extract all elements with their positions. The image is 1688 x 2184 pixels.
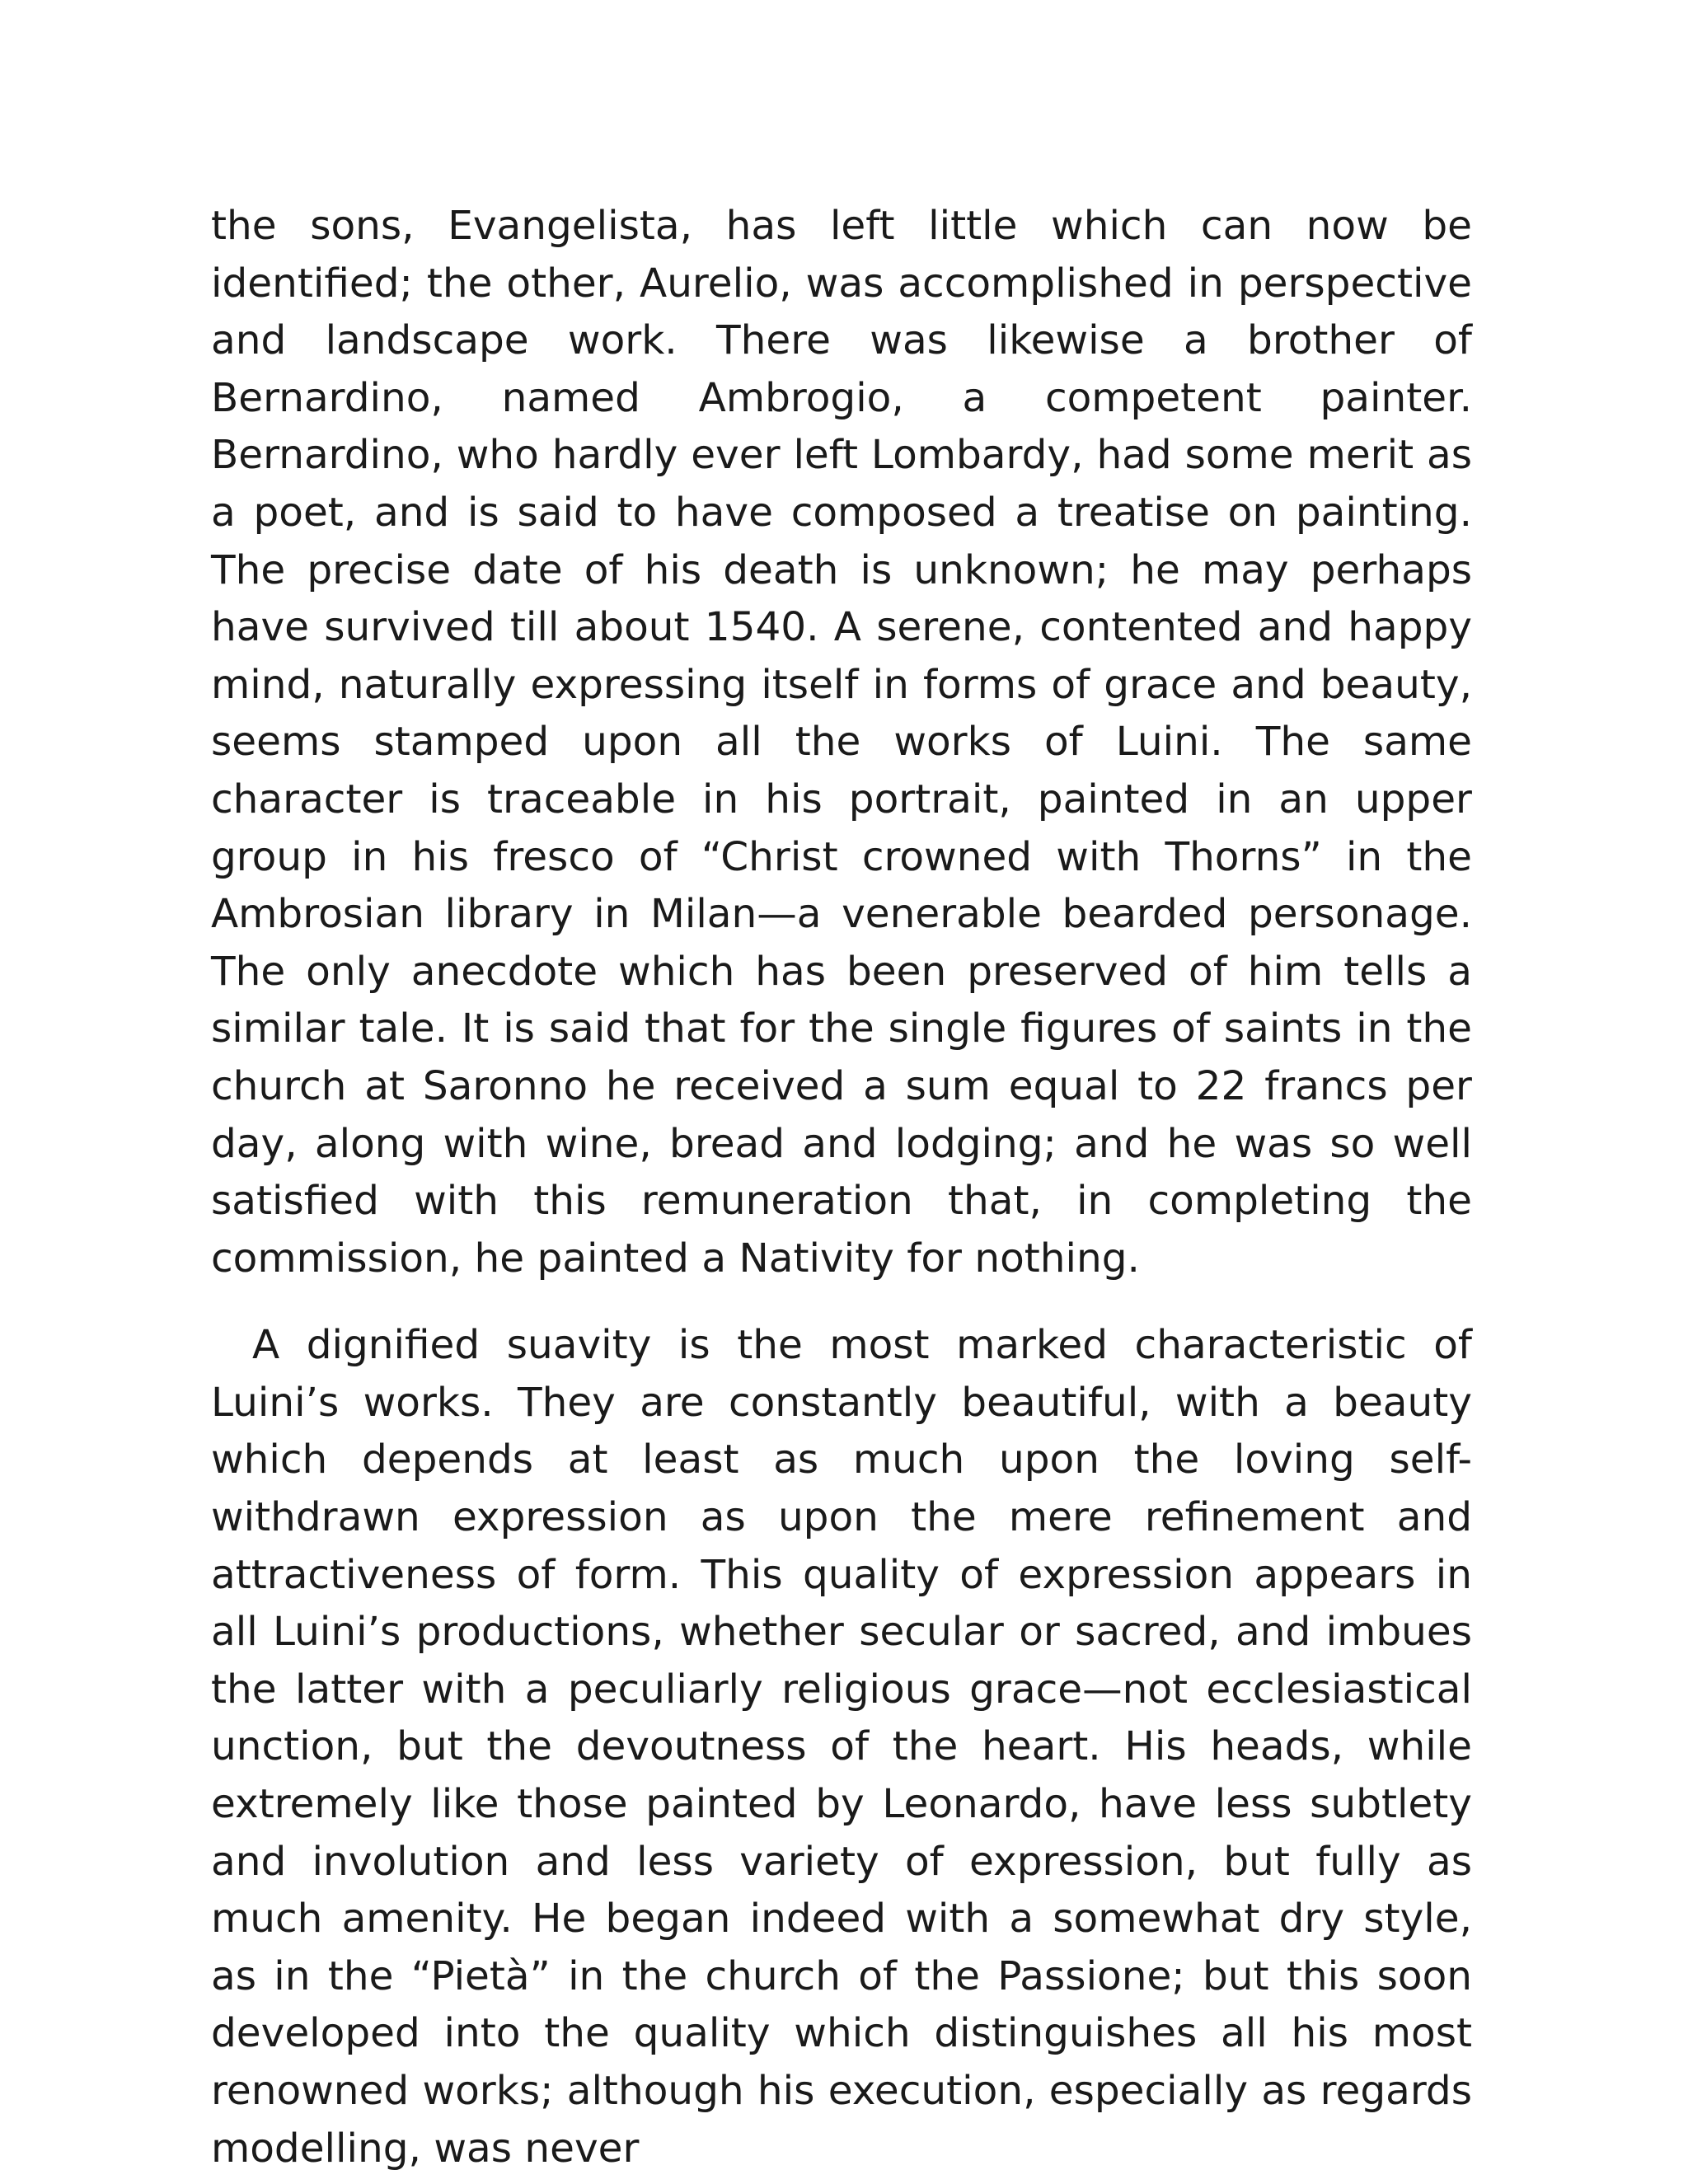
paragraph-2: A dignified suavity is the most marked characteristic of Luini’s works. They are constantly beautiful, with a beauty which depends at least as much upon the loving self-withdrawn expression as upon the mere refinement and attractiveness of form. This quality of expression appears in all Luini’s productions, whether secular or sacred, and imbues the latter with a peculiarly religious grace—not ecclesiastical unction, but the devoutness of the heart. His heads, while extremely like those painted by Leonardo, have less subtlety and involution and less variety of expression, but fully as much amenity. He began indeed with a somewhat dry style, as in the “Pietà” in the church of the Passione; but this soon developed into the quality which distinguishes all his most renowned works; although his execution, especially as regards modelling, was never xyxy=(211,1322,1472,2172)
text-column xyxy=(211,198,1472,2177)
paragraph-1: the sons, Evangelista, has left little which can now be identified; the other, Aurelio, was accomplished in perspective and landscape work. There was likewise a brother of Bernardino, named Ambrogio, a competent painter. Bernardino, who hardly ever left Lombardy, had some merit as a poet, and is said to have composed a treatise on painting. The precise date of his death is unknown; he may perhaps have survived till about 1540. A serene, contented and happy mind, naturally expressing itself in forms of grace and beauty, seems stamped upon all the works of Luini. The same character is traceable in his portrait, painted in an upper group in his fresco of “Christ crowned with Thorns” in the Ambrosian library in Milan—a venerable bearded personage. The only anecdote which has been preserved of him tells a similar tale. It is said that for the single figures of saints in the church at Saronno he received a sum equal to 22 francs per day, along with wine, bread and lodging; and he was so well satisfied with this remuneration that, in completing the commission, he painted a Nativity for nothing. xyxy=(211,203,1472,1282)
